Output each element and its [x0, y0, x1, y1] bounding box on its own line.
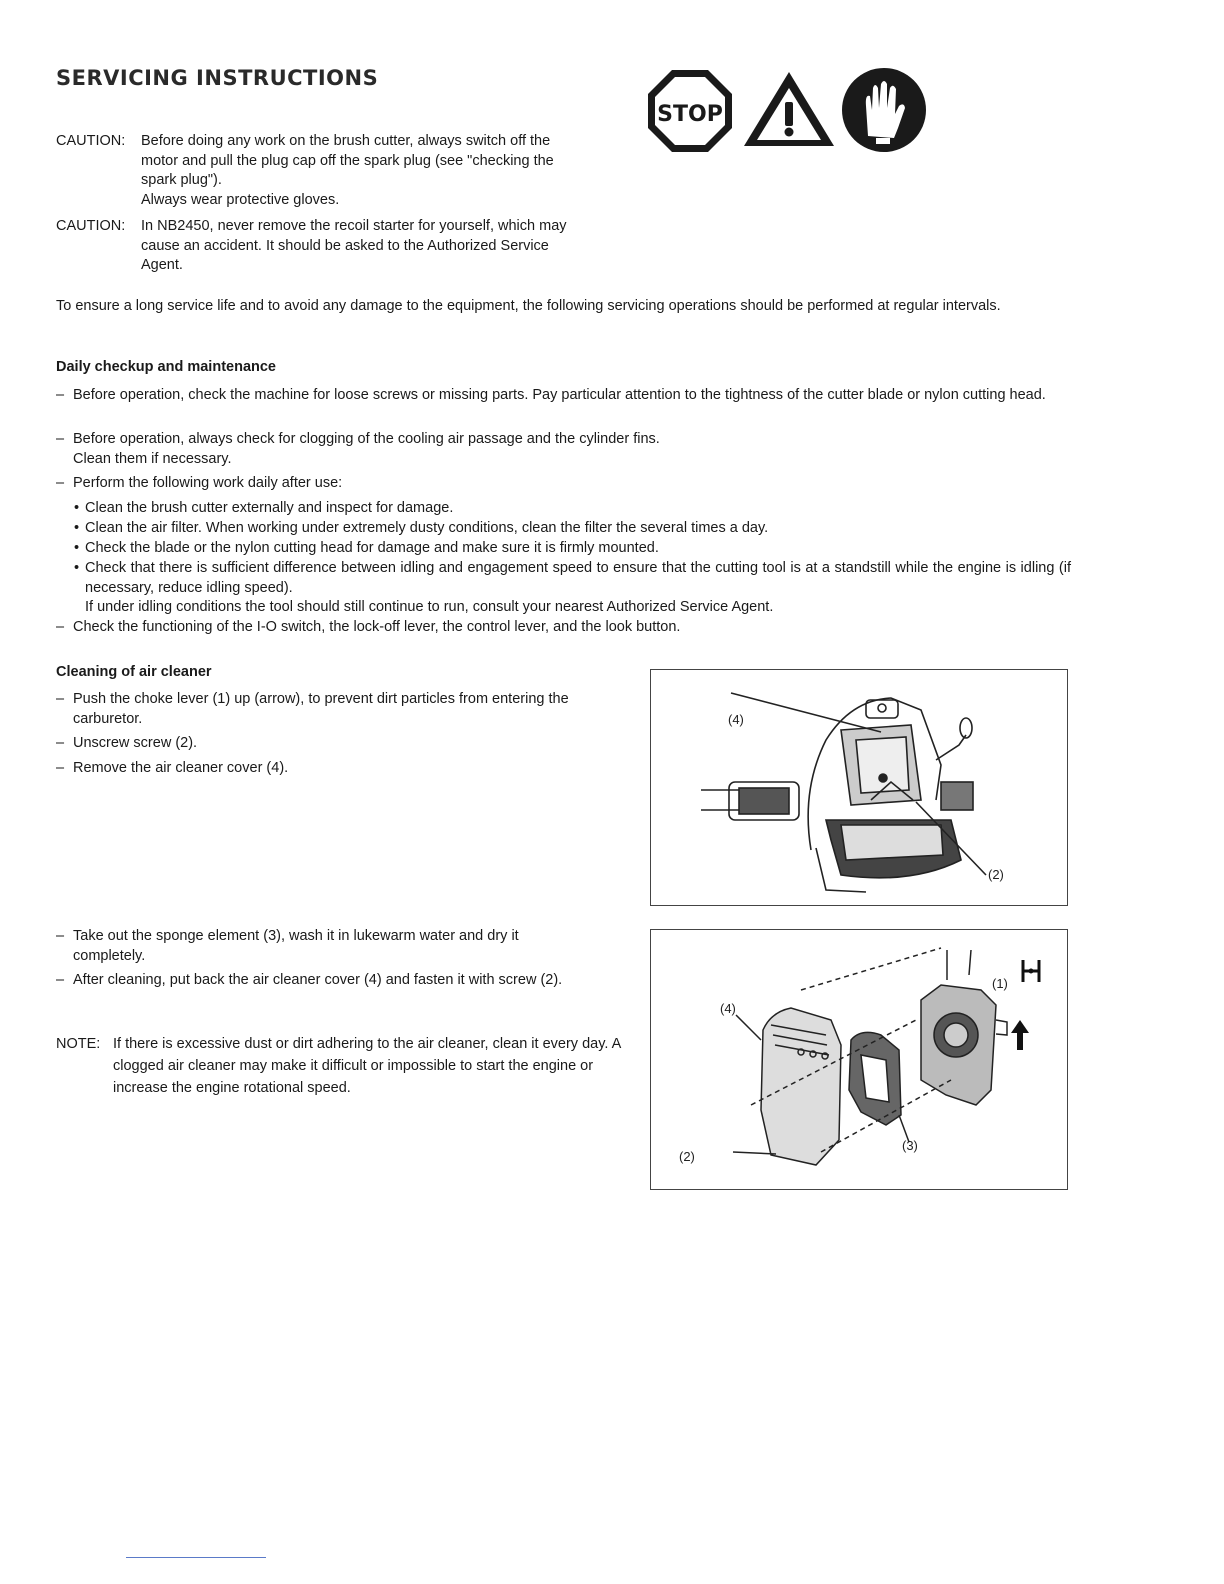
caution-line: In NB2450, never remove the recoil starter for yourself, which may: [141, 218, 567, 234]
cleaning-step-text: Take out the sponge element (3), wash it in lukewarm water and dry it completely.: [73, 928, 519, 964]
dash-marker: –: [56, 619, 65, 635]
page-title: SERVICING INSTRUCTIONS: [56, 66, 379, 90]
bullet-text: Clean the brush cutter externally and inspect for damage.: [85, 500, 454, 516]
note-text: If there is excessive dust or dirt adhering to the air cleaner, clean it every day. A clogged air cleaner may make it difficult or impossible to start the engine or increase the engine rotational speed.: [113, 1036, 621, 1096]
warning-triangle-icon: [744, 72, 834, 146]
caution-block-2: [56, 217, 656, 276]
cleaning-step: [56, 971, 621, 991]
daily-heading: Daily checkup and maintenance: [56, 359, 276, 375]
cleaning-step-text: Unscrew screw (2).: [73, 735, 198, 751]
daily-bullet: [74, 559, 1071, 618]
protective-gloves-icon: [842, 68, 926, 152]
figure2-label-3: (3): [902, 1138, 918, 1153]
daily-item: [56, 430, 1071, 469]
dash-marker: –: [56, 691, 65, 707]
cleaning-step-text: Push the choke lever (1) up (arrow), to prevent dirt particles from entering the carburetor.: [73, 691, 569, 727]
caution-label: CAUTION:: [56, 218, 126, 234]
safety-icons: [646, 66, 930, 156]
stop-sign-icon: [648, 70, 732, 152]
daily-item-text: Perform the following work daily after use:: [73, 475, 343, 491]
daily-item: [56, 474, 1071, 494]
footer-rule: [126, 1557, 266, 1558]
daily-item-text: Check the functioning of the I-O switch, the lock-off lever, the control lever, and the look button.: [73, 619, 681, 635]
daily-item: [56, 618, 1071, 638]
bullet-marker: •: [74, 540, 80, 556]
choke-lever-icon: [1023, 960, 1039, 982]
note-label: NOTE:: [56, 1036, 101, 1052]
cleaning-heading: Cleaning of air cleaner: [56, 664, 212, 680]
cleaning-step-text: Remove the air cleaner cover (4).: [73, 760, 289, 776]
caution-line: Agent.: [141, 257, 183, 273]
dash-marker: –: [56, 972, 65, 988]
cleaning-step-text: After cleaning, put back the air cleaner cover (4) and fasten it with screw (2).: [73, 972, 563, 988]
brush-cutter-engine-illustration: [651, 670, 1067, 905]
daily-bullet: [74, 519, 1071, 539]
caution-line: Always wear protective gloves.: [141, 191, 340, 208]
bullet-text: Check the blade or the nylon cutting head for damage and make sure it is firmly mounted.: [85, 540, 659, 556]
air-cleaner-exploded-illustration: [651, 930, 1067, 1189]
dash-marker: –: [56, 735, 65, 751]
intro-paragraph: To ensure a long service life and to avoid any damage to the equipment, the following servicing operations should be performed at regular intervals.: [56, 298, 1001, 314]
caution-line: motor and pull the plug cap off the spark plug (see "checking the: [141, 152, 554, 169]
dash-marker: –: [56, 387, 65, 403]
cleaning-step: [56, 734, 621, 754]
figure-sponge-element: [650, 929, 1068, 1190]
caution-block-1: [56, 132, 656, 210]
bullet-marker: •: [74, 560, 80, 576]
figure2-label-2: (2): [679, 1149, 695, 1164]
note-block: [56, 1033, 626, 1099]
daily-item-text: Before operation, always check for clogging of the cooling air passage and the cylinder fins.: [73, 431, 660, 447]
figure2-label-4: (4): [720, 1001, 736, 1016]
caution-line: Before doing any work on the brush cutter, always switch off the: [141, 133, 551, 149]
bullet-text: If under idling conditions the tool should still continue to run, consult your nearest Authorized Service Agent.: [85, 599, 774, 615]
caution-line: cause an accident. It should be asked to the Authorized Service: [141, 237, 549, 254]
bullet-marker: •: [74, 520, 80, 536]
figure1-label-2: (2): [988, 867, 1004, 882]
bullet-text: Clean the air filter. When working under extremely dusty conditions, clean the filter the several times a day.: [85, 520, 769, 536]
cleaning-step: [56, 759, 621, 779]
cleaning-step: [56, 927, 586, 966]
dash-marker: –: [56, 431, 65, 447]
bullet-text: Check that there is sufficient difference between idling and engagement speed to ensure that the cutting tool is at a standstill while the engine is idling (if necessary, reduce idling speed).: [85, 560, 1071, 596]
daily-item: [56, 386, 1071, 406]
stop-text: STOP: [657, 102, 723, 127]
dash-marker: –: [56, 760, 65, 776]
cleaning-step: [56, 690, 621, 729]
dash-marker: –: [56, 475, 65, 491]
caution-line: spark plug").: [141, 172, 222, 188]
bullet-marker: •: [74, 500, 80, 516]
daily-bullet: [74, 539, 1071, 559]
daily-bullet: [74, 499, 1071, 519]
daily-item-text: Clean them if necessary.: [73, 450, 232, 467]
caution-label: CAUTION:: [56, 133, 126, 149]
up-arrow-icon: [1011, 1020, 1029, 1050]
figure1-label-4: (4): [728, 712, 744, 727]
figure2-label-1: (1): [992, 976, 1008, 991]
figure-air-cleaner-cover: [650, 669, 1068, 906]
daily-item-text: Before operation, check the machine for loose screws or missing parts. Pay particular attention to the tightness of the cutter blade or nylon cutting head.: [73, 387, 1046, 403]
dash-marker: –: [56, 928, 65, 944]
